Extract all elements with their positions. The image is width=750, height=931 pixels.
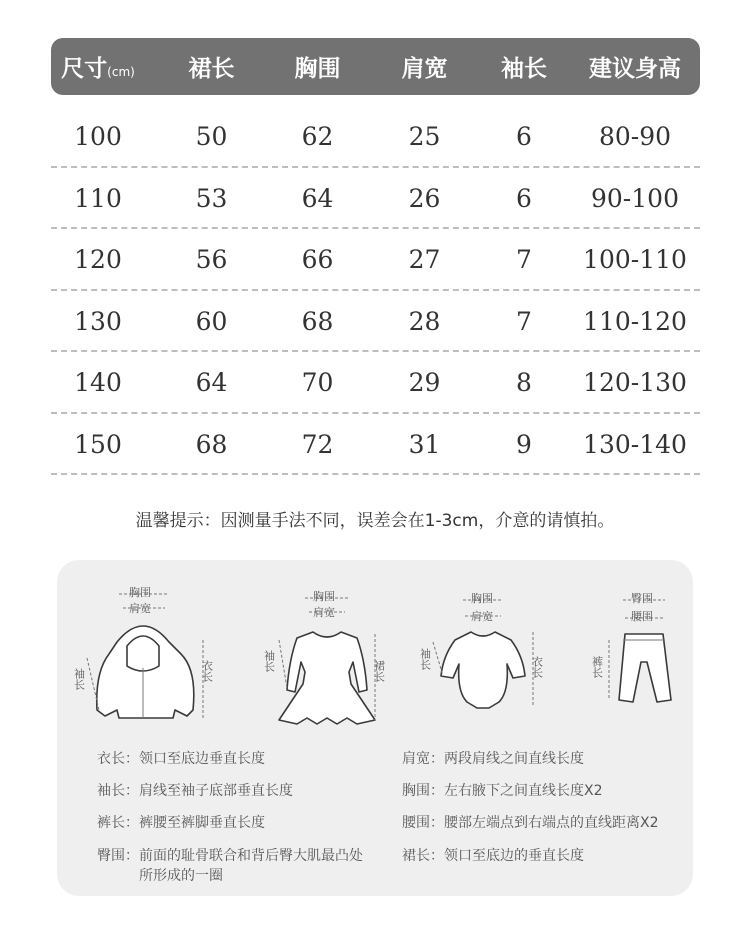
dress-sleeve-label: 袖长 (262, 650, 276, 672)
cell-sleeve: 7 (516, 245, 532, 274)
cell-height: 110-120 (583, 306, 687, 336)
definition-text: 裤腰至裤脚垂直长度 (139, 815, 265, 831)
cell-chest: 72 (301, 429, 334, 459)
cell-size: 150 (74, 429, 122, 459)
size-table-body (51, 106, 700, 475)
pants-length-label: 裤长 (590, 656, 604, 678)
cell-skirt-length: 53 (195, 183, 228, 213)
definition-item (97, 749, 265, 769)
definition-term: 衣长： (97, 751, 139, 767)
cell-size: 110 (74, 183, 122, 213)
definition-term: 胸围： (402, 783, 444, 799)
cell-shoulder: 27 (408, 245, 441, 274)
header-sleeve: 袖长 (501, 56, 547, 82)
cell-skirt-length: 60 (195, 306, 228, 336)
definition-text: 领口至底边的垂直长度 (444, 848, 584, 864)
cell-sleeve: 6 (516, 183, 532, 213)
romper-sleeve-label: 袖长 (418, 648, 432, 670)
measurement-guide-panel (57, 560, 693, 896)
cell-sleeve: 6 (516, 122, 532, 151)
header-shoulder: 肩宽 (401, 56, 448, 82)
definition-term: 裙长： (402, 848, 444, 864)
definition-text: 领口至底边垂直长度 (139, 751, 265, 767)
definition-term: 臀围： (97, 848, 139, 864)
header-size: 尺寸(cm) (61, 56, 135, 82)
dress-length-label: 裙长 (372, 660, 386, 682)
definition-term: 肩宽： (402, 751, 444, 767)
definition-item (97, 846, 363, 866)
cell-shoulder: 25 (408, 122, 441, 151)
jacket-sleeve-label: 袖长 (72, 668, 86, 690)
dress-figure (263, 589, 386, 724)
pants-hip-label: 臀围 (631, 592, 653, 605)
cell-chest: 70 (301, 368, 334, 397)
table-row (51, 352, 700, 414)
dress-shoulder-label: 肩宽 (313, 606, 335, 619)
size-table-header (51, 38, 700, 95)
cell-shoulder: 28 (408, 306, 441, 336)
definition-text: 左右腋下之间直线长度X2 (444, 783, 603, 799)
definition-term: 袖长： (97, 783, 139, 799)
cell-height: 120-130 (583, 368, 687, 397)
cell-sleeve: 7 (516, 306, 532, 336)
header-chest: 胸围 (294, 56, 341, 82)
cell-height: 130-140 (583, 429, 687, 459)
cell-chest: 62 (301, 122, 334, 151)
cell-shoulder: 29 (408, 368, 441, 397)
header-suggested-height: 建议身高 (589, 56, 681, 82)
table-row (51, 229, 700, 291)
definition-text-continued: 所形成的一圈 (139, 868, 223, 884)
definition-term: 腰围： (402, 815, 444, 831)
table-row (51, 414, 700, 476)
definition-text: 腰部左端点到右端点的直线距离X2 (444, 815, 659, 831)
table-row (51, 168, 700, 230)
cell-size: 140 (74, 368, 122, 397)
table-row (51, 291, 700, 353)
cell-skirt-length: 64 (195, 368, 228, 397)
pants-figure (591, 592, 672, 702)
definition-item (97, 781, 293, 801)
header-skirt-length: 裙长 (188, 56, 235, 82)
romper-chest-label: 胸围 (471, 592, 493, 605)
definition-item (402, 813, 659, 833)
cell-height: 90-100 (591, 183, 679, 213)
jacket-shoulder-label: 肩宽 (129, 602, 151, 615)
table-row (51, 106, 700, 168)
jacket-figure (73, 585, 214, 718)
cell-skirt-length: 56 (195, 245, 228, 274)
cell-chest: 64 (301, 183, 334, 213)
definition-text: 肩线至袖子底部垂直长度 (139, 783, 293, 799)
cell-chest: 66 (301, 245, 334, 274)
cell-size: 120 (74, 245, 122, 274)
cell-skirt-length: 68 (195, 429, 228, 459)
cell-shoulder: 31 (408, 429, 441, 459)
definition-item (97, 813, 265, 833)
cell-skirt-length: 50 (195, 122, 228, 151)
romper-shoulder-label: 肩宽 (471, 610, 493, 623)
cell-shoulder: 26 (408, 183, 441, 213)
cell-height: 100-110 (583, 245, 687, 274)
definition-item (402, 749, 584, 769)
jacket-chest-label: 胸围 (129, 586, 151, 599)
romper-length-label: 衣长 (530, 656, 544, 678)
cell-size: 100 (74, 122, 122, 151)
measurement-tip: 温馨提示：因测量手法不同，误差会在1-3cm，介意的请慎拍。 (135, 511, 615, 531)
cell-size: 130 (74, 306, 122, 336)
cell-sleeve: 8 (516, 368, 532, 397)
definition-item (402, 781, 603, 801)
pants-waist-label: 腰围 (631, 610, 653, 623)
definition-text: 前面的耻骨联合和背后臀大肌最凸处 (139, 848, 363, 864)
jacket-length-label: 衣长 (200, 660, 214, 682)
definition-text: 两段肩线之间直线长度 (444, 751, 584, 767)
dress-chest-label: 胸围 (313, 590, 335, 603)
cell-chest: 68 (301, 306, 334, 336)
cell-height: 80-90 (598, 122, 672, 151)
definition-term: 裤长： (97, 815, 139, 831)
cell-sleeve: 9 (516, 429, 532, 459)
definition-item (402, 846, 584, 866)
romper-figure (419, 591, 544, 708)
